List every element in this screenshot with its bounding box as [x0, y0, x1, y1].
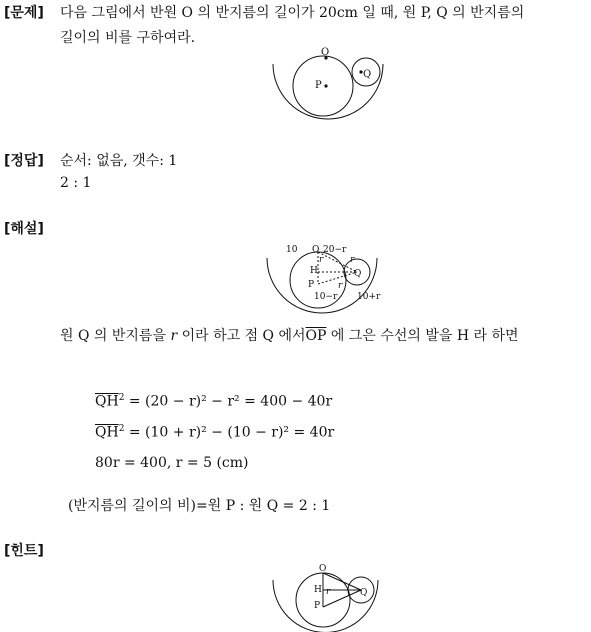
fig2-label-r2: r: [350, 255, 355, 265]
answer-value: 2 : 1: [60, 175, 92, 191]
fig3-label-p: P: [314, 601, 321, 611]
explanation-figure: [262, 240, 392, 320]
fig3-label-q: Q: [360, 588, 368, 598]
explanation-conclusion: (반지름의 길이의 비)=원 P : 원 Q = 2 : 1: [68, 498, 331, 514]
fig2-label-10mr: 10−r: [314, 292, 338, 302]
fig2-label-r3: r: [338, 281, 343, 291]
circle-p: [293, 56, 353, 116]
fig2-label-10: 10: [286, 245, 298, 255]
equation-1: $\overline{QH}^2 = (20 - r)^2 - r^2 = 400 - 40r$: [95, 393, 333, 410]
fig2-label-h: H: [310, 266, 318, 276]
fig1-label-q: Q: [363, 69, 372, 80]
fig2-label-20r: 20−r: [323, 245, 347, 255]
fig2-label-p: P: [308, 280, 315, 290]
semicircle-o: [267, 258, 377, 313]
problem-text-line2: 길이의 비를 구하여라.: [60, 30, 196, 46]
fig2-label-10pr: 10+r: [357, 292, 381, 302]
hint-label: [힌트]: [4, 543, 44, 559]
equation-3: 80r = 400, r = 5 (cm): [95, 455, 249, 471]
fig3-label-r: r: [326, 587, 331, 597]
hint-figure: [268, 562, 388, 632]
answer-label: [정답]: [4, 153, 44, 169]
fig1-label-o: O: [321, 47, 330, 58]
fig3-label-o: O: [319, 564, 327, 574]
problem-figure: [268, 44, 388, 124]
fig2-label-q: Q: [354, 269, 362, 279]
fig2-label-o: O: [312, 245, 320, 255]
fig1-label-p: P: [315, 80, 322, 91]
explanation-label: [해설]: [4, 221, 44, 237]
equation-2: $\overline{QH}^2 = (10 + r)^2 - (10 - r)^2 = 40r$: [95, 424, 335, 441]
fig3-label-h: H: [314, 585, 322, 595]
fig2-label-r1: r: [319, 255, 324, 265]
answer-meta: 순서: 없음, 갯수: 1: [60, 153, 178, 169]
problem-text-line1: 다음 그림에서 반원 O 의 반지름의 길이가 20cm 일 때, 원 P, Q 의 반지름의: [60, 5, 525, 21]
explanation-intro: 원 Q 의 반지름을 r 이라 하고 점 Q 에서$\overline{OP}$ 에 그은 수선의 발을 H 라 하면: [60, 328, 519, 344]
problem-label: [문제]: [4, 5, 44, 21]
